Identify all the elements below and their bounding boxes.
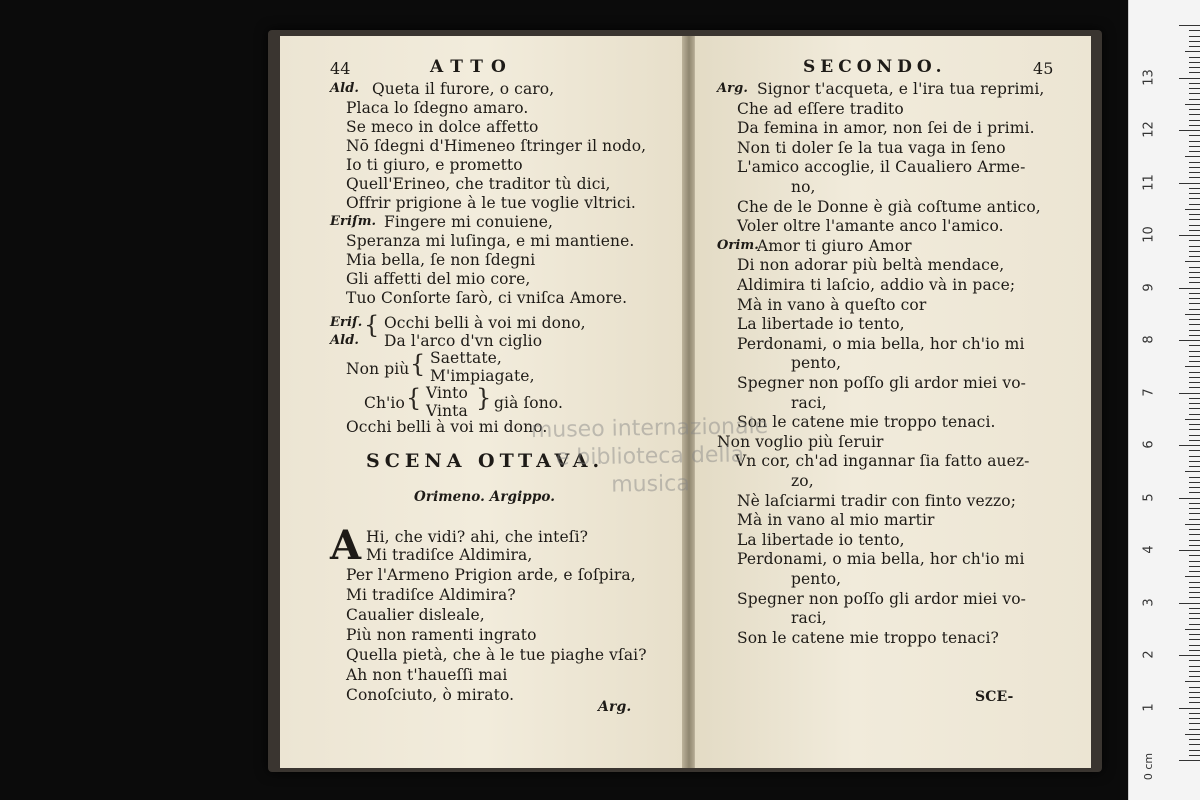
ruler-tick — [1189, 120, 1200, 121]
ruler-tick — [1189, 146, 1200, 147]
ruler-tick — [1189, 634, 1200, 635]
brace-icon: { — [410, 350, 426, 378]
ruler-tick — [1179, 445, 1200, 446]
verse-line: pento, — [791, 570, 842, 588]
ruler-tick — [1189, 429, 1200, 430]
ruler-tick — [1189, 503, 1200, 504]
ruler-tick — [1189, 650, 1200, 651]
right-page — [694, 36, 1091, 768]
ruler-tick — [1189, 62, 1200, 63]
page-number-right: 45 — [1033, 59, 1054, 78]
vinta: Vinta — [426, 402, 468, 420]
ruler-tick — [1179, 550, 1200, 551]
verse-line: Offrir prigione à le tue voglie vltrici. — [346, 194, 636, 212]
brace-icon: { — [364, 311, 380, 339]
verse-line: Non ti doler ſe la tua vaga in ſeno — [737, 138, 1006, 157]
ruler-tick — [1189, 41, 1200, 42]
ruler-tick — [1179, 603, 1200, 604]
verse-line: Speranza mi luſinga, e mi mantiene. — [346, 232, 635, 250]
ruler-tick — [1189, 277, 1200, 278]
ruler-label: 10 — [1141, 226, 1157, 243]
ruler-tick — [1189, 225, 1200, 226]
ruler-tick — [1189, 408, 1200, 409]
ruler-tick — [1189, 114, 1200, 115]
ruler-tick — [1189, 414, 1200, 415]
ruler-tick — [1189, 135, 1200, 136]
ruler-tick — [1189, 508, 1200, 509]
ruler-tick — [1185, 314, 1200, 315]
verse-line: Mà in vano al mio martir — [737, 511, 935, 530]
ruler-tick — [1189, 72, 1200, 73]
ruler-tick — [1189, 519, 1200, 520]
verse-line: La libertade io tento, — [737, 315, 905, 334]
verse-line: Signor t'acqueta, e l'ira tua reprimi, — [757, 80, 1045, 98]
ruler-tick — [1189, 398, 1200, 399]
ruler-tick — [1189, 219, 1200, 220]
verse-line: Di non adorar più beltà mendace, — [737, 256, 1005, 275]
ruler-tick — [1189, 167, 1200, 168]
ruler-tick — [1189, 298, 1200, 299]
ruler-tick — [1185, 524, 1200, 525]
ruler-tick — [1185, 156, 1200, 157]
ruler-label: 11 — [1141, 173, 1157, 191]
ruler-tick — [1189, 282, 1200, 283]
verse-line: Son le catene mie troppo tenaci? — [737, 628, 999, 647]
ruler-tick — [1179, 498, 1200, 499]
verse-line: Da femina in amor, non ſei de i primi. — [737, 119, 1035, 138]
verse-line: no, — [791, 178, 816, 196]
verse-line: Voler oltre l'amante anco l'amico. — [737, 217, 1004, 236]
brace-icon: { — [406, 384, 422, 412]
ruler-tick — [1189, 456, 1200, 457]
ruler-label: 13 — [1141, 68, 1157, 86]
speaker-erisf: Eriſ. — [330, 315, 363, 330]
ruler-tick — [1189, 739, 1200, 740]
ruler-tick — [1189, 487, 1200, 488]
verse-line: Queta il furore, o caro, — [372, 80, 555, 98]
verse-line: Che ad eſſere tradito — [737, 99, 904, 118]
ruler-tick — [1189, 482, 1200, 483]
ruler-tick — [1189, 93, 1200, 94]
ruler-tick — [1189, 351, 1200, 352]
ruler-tick — [1189, 718, 1200, 719]
verse-line: raci, — [791, 393, 827, 412]
ruler-tick — [1189, 198, 1200, 199]
watermark-line-3: musica — [611, 471, 690, 498]
verse-line: Non voglio più ſeruir — [717, 432, 884, 451]
ruler-unit: 0 cm — [1142, 752, 1156, 781]
verse-line: Son le catene mie troppo tenaci. — [737, 413, 996, 432]
ruler-tick — [1189, 534, 1200, 535]
verse-line: Gli affetti del mio core, — [346, 270, 531, 288]
verse-line: Conoſciuto, ò mirato. — [346, 686, 515, 704]
ruler-tick — [1189, 267, 1200, 268]
ruler-tick — [1189, 345, 1200, 346]
ruler-tick — [1185, 734, 1200, 735]
ruler-tick — [1189, 88, 1200, 89]
ruler-tick — [1189, 555, 1200, 556]
running-head-left: ATTO — [430, 57, 514, 77]
scene-title: SCENA OTTAVA. — [366, 450, 605, 472]
gia-sono: già ſono. — [494, 394, 563, 412]
ruler-tick — [1189, 639, 1200, 640]
ruler-tick — [1179, 288, 1200, 289]
speaker-label: Eriſm. — [330, 214, 377, 229]
ruler-tick — [1189, 566, 1200, 567]
verse-line: Quella pietà, che à le tue piaghe vſai? — [346, 646, 647, 664]
ruler-tick — [1189, 592, 1200, 593]
ruler-label: 4 — [1141, 545, 1157, 554]
verse-line: raci, — [791, 609, 827, 628]
ruler-tick — [1189, 99, 1200, 100]
verse-line: Mia bella, ſe non ſdegni — [346, 251, 536, 269]
ruler-tick — [1185, 51, 1200, 52]
ruler-tick — [1189, 230, 1200, 231]
ruler-tick — [1185, 681, 1200, 682]
speaker-label: Orim. — [717, 237, 759, 253]
ruler-tick — [1189, 744, 1200, 745]
ruler-tick — [1189, 750, 1200, 751]
ruler-tick — [1189, 435, 1200, 436]
ruler-tick — [1179, 78, 1200, 79]
ruler-tick — [1189, 30, 1200, 31]
ruler-tick — [1189, 372, 1200, 373]
speaker-ald: Ald. — [330, 333, 360, 348]
ruler-tick — [1189, 461, 1200, 462]
running-head-right: SECONDO. — [803, 57, 947, 77]
measurement-ruler — [1128, 0, 1200, 800]
verse-line: Se meco in dolce affetto — [346, 118, 539, 136]
ruler-tick — [1189, 177, 1200, 178]
ruler-label: 6 — [1141, 440, 1157, 449]
ruler-tick — [1189, 293, 1200, 294]
verse-line: Placa lo ſdegno amaro. — [346, 99, 529, 117]
ruler-tick — [1189, 324, 1200, 325]
ruler-tick — [1189, 309, 1200, 310]
ruler-tick — [1189, 356, 1200, 357]
ruler-tick — [1185, 471, 1200, 472]
ruler-tick — [1189, 492, 1200, 493]
drop-cap: A — [330, 522, 362, 569]
ruler-tick — [1189, 204, 1200, 205]
ruler-tick — [1189, 660, 1200, 661]
ruler-tick — [1189, 687, 1200, 688]
verse-line: La libertade io tento, — [737, 530, 905, 549]
ruler-tick — [1189, 666, 1200, 667]
ruler-tick — [1189, 450, 1200, 451]
ruler-tick — [1189, 676, 1200, 677]
duet-line-1: Occhi belli à voi mi dono, — [384, 314, 586, 332]
verse-line: zo, — [791, 472, 814, 490]
ruler-tick — [1189, 256, 1200, 257]
verse-line: Tuo Conſorte ſarò, ci vniſca Amore. — [346, 289, 628, 307]
scene-characters: Orimeno. Argippo. — [414, 489, 556, 505]
ruler-tick — [1179, 655, 1200, 656]
ruler-tick — [1189, 330, 1200, 331]
ruler-tick — [1179, 760, 1200, 761]
ruler-tick — [1189, 545, 1200, 546]
first-verse: Hi, che vidi? ahi, che inteſi? — [366, 528, 589, 546]
verse-line: Mi tradiſce Aldimira, — [366, 546, 533, 564]
verse-line: Perdonami, o mia bella, hor ch'io mi — [737, 334, 1025, 353]
ruler-tick — [1189, 613, 1200, 614]
verse-line: Aldimira ti laſcio, addio và in pace; — [737, 276, 1016, 294]
ruler-tick — [1189, 188, 1200, 189]
ruler-tick — [1189, 571, 1200, 572]
ruler-tick — [1189, 335, 1200, 336]
ruler-tick — [1189, 251, 1200, 252]
ruler-tick — [1189, 319, 1200, 320]
verse-line: Più non ramenti ingrato — [346, 626, 537, 644]
ruler-tick — [1189, 513, 1200, 514]
ruler-tick — [1189, 36, 1200, 37]
watermark-line-1: museo internazionale — [530, 413, 769, 444]
ruler-tick — [1189, 697, 1200, 698]
ruler-label: 2 — [1141, 650, 1157, 659]
ruler-tick — [1189, 109, 1200, 110]
ruler-tick — [1189, 597, 1200, 598]
non-piu: Non più — [346, 360, 410, 378]
ruler-tick — [1189, 729, 1200, 730]
ruler-tick — [1185, 629, 1200, 630]
ruler-tick — [1189, 466, 1200, 467]
ruler-tick — [1179, 235, 1200, 236]
ruler-tick — [1189, 618, 1200, 619]
ruler-tick — [1189, 671, 1200, 672]
ruler-tick — [1185, 104, 1200, 105]
verse-line: Mi tradiſce Aldimira? — [346, 586, 516, 604]
verse-line: L'amico accoglie, il Caualiero Arme- — [737, 158, 1026, 177]
ruler-tick — [1179, 25, 1200, 26]
ruler-tick — [1189, 477, 1200, 478]
ruler-tick — [1189, 46, 1200, 47]
ruler-tick — [1189, 162, 1200, 163]
ruler-label: 5 — [1141, 492, 1157, 502]
open-book — [268, 30, 1102, 772]
ruler-tick — [1185, 419, 1200, 420]
ruler-tick — [1189, 723, 1200, 724]
ruler-tick — [1189, 582, 1200, 583]
verse-line: Quell'Erineo, che traditor tù dici, — [346, 175, 611, 193]
ruler-label: 8 — [1141, 335, 1157, 344]
ruler-tick — [1189, 561, 1200, 562]
chio: Ch'io — [364, 394, 405, 412]
ruler-tick — [1189, 540, 1200, 541]
ruler-tick — [1179, 708, 1200, 709]
verse-line: Ah non t'haueſſi mai — [346, 666, 508, 684]
ruler-tick — [1189, 587, 1200, 588]
ruler-tick — [1189, 246, 1200, 247]
speaker-label: Arg. — [717, 81, 748, 96]
catchword-left: Arg. — [598, 699, 632, 715]
verse-line: Fingere mi conuiene, — [384, 213, 554, 231]
ruler-tick — [1189, 529, 1200, 530]
ruler-tick — [1189, 624, 1200, 625]
verse-line: Io ti giuro, e prometto — [346, 156, 523, 174]
ruler-tick — [1189, 645, 1200, 646]
ruler-tick — [1185, 366, 1200, 367]
ruler-tick — [1179, 340, 1200, 341]
verse-line: Che de le Donne è già coſtume antico, — [737, 197, 1041, 216]
vinto: Vinto — [426, 384, 468, 402]
ruler-tick — [1189, 377, 1200, 378]
verse-line: Spegner non poſſo gli ardor miei vo- — [737, 589, 1026, 608]
verse-line: Vn cor, ch'ad ingannar ſia fatto auez- — [735, 452, 1030, 471]
ruler-tick — [1189, 692, 1200, 693]
impiagate: M'impiagate, — [430, 367, 535, 385]
ruler-tick — [1189, 713, 1200, 714]
verse-line: Nō ſdegni d'Himeneo ſtringer il nodo, — [346, 137, 647, 155]
closing-line: Occhi belli à voi mi dono. — [346, 418, 548, 436]
ruler-tick — [1189, 151, 1200, 152]
ruler-tick — [1189, 303, 1200, 304]
ruler-tick — [1179, 393, 1200, 394]
ruler-tick — [1185, 576, 1200, 577]
ruler-tick — [1179, 183, 1200, 184]
ruler-tick — [1189, 755, 1200, 756]
ruler-tick — [1189, 272, 1200, 273]
ruler-label: 3 — [1141, 597, 1157, 607]
ruler-tick — [1189, 403, 1200, 404]
ruler-tick — [1189, 83, 1200, 84]
brace-icon: } — [476, 384, 492, 412]
ruler-tick — [1189, 57, 1200, 58]
ruler-tick — [1189, 608, 1200, 609]
catchword-right: SCE- — [975, 689, 1014, 705]
left-page — [280, 36, 685, 768]
ruler-tick — [1189, 382, 1200, 383]
ruler-tick — [1189, 172, 1200, 173]
page-number-left: 44 — [330, 59, 351, 78]
saettate: Saettate, — [430, 349, 502, 367]
speaker-label: Ald. — [330, 81, 360, 96]
ruler-label: 12 — [1141, 121, 1157, 138]
verse-line: Perdonami, o mia bella, hor ch'io mi — [737, 550, 1025, 569]
verse-line: Mà in vano à queſto cor — [737, 295, 927, 314]
verse-line: Nè laſciarmi tradir con finto vezzo; — [737, 491, 1017, 510]
ruler-tick — [1189, 361, 1200, 362]
ruler-tick — [1189, 125, 1200, 126]
library-watermark — [499, 412, 800, 501]
verse-line: Per l'Armeno Prigion arde, e ſoſpira, — [346, 566, 636, 584]
verse-line: Amor ti giuro Amor — [757, 236, 912, 255]
verse-line: Caualier disleale, — [346, 606, 485, 624]
ruler-tick — [1179, 130, 1200, 131]
duet-line-2: Da l'arco d'vn ciglio — [384, 332, 543, 350]
ruler-label: 9 — [1141, 282, 1157, 292]
ruler-tick — [1185, 261, 1200, 262]
ruler-tick — [1189, 702, 1200, 703]
verse-line: Spegner non poſſo gli ardor miei vo- — [737, 374, 1026, 392]
ruler-tick — [1189, 214, 1200, 215]
verse-line: pento, — [791, 354, 842, 373]
ruler-tick — [1185, 209, 1200, 210]
ruler-tick — [1189, 387, 1200, 388]
ruler-tick — [1189, 424, 1200, 425]
ruler-tick — [1189, 67, 1200, 68]
watermark-line-2: e biblioteca della — [555, 442, 745, 471]
ruler-label: 7 — [1141, 387, 1157, 397]
ruler-tick — [1189, 440, 1200, 441]
ruler-tick — [1189, 240, 1200, 241]
ruler-label: 1 — [1141, 702, 1157, 712]
ruler-tick — [1189, 193, 1200, 194]
ruler-tick — [1189, 141, 1200, 142]
